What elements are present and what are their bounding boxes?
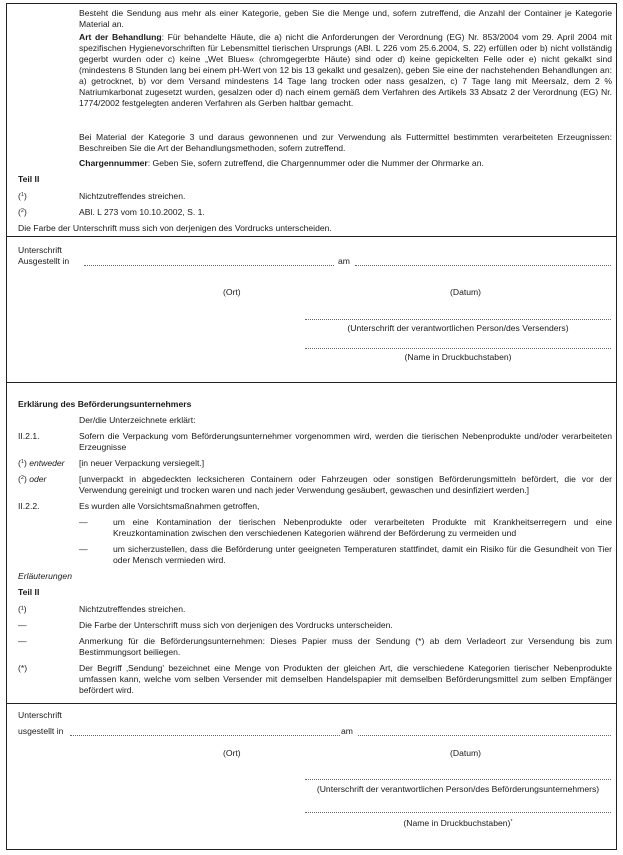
consignor-signature-box <box>6 236 617 383</box>
option-either-text: [in neuer Verpackung versiegelt.] <box>79 458 205 468</box>
note-marker-3: — <box>18 636 27 646</box>
option-or-marker: ($^2$) oder <box>18 474 47 484</box>
issued-in-label: Ausgestellt in <box>18 256 70 266</box>
note-text-3: Anmerkung für die Beförderungsunternehmen: Dieses Papier muss der Sendung (*) ab dem Verladeort zur Versendung bis zum Bestimmungsort beiliegen. <box>79 636 612 657</box>
option-or-text: [unverpackt in abgedeckten lecksicheren Containern oder Fahrzeugen oder sonstigen Beförderungsmitteln befördert, die vor der Verwendung gereinigt und trocken waren und nach jeder Verwendung gesäubert, gewaschen und desinfiziert werden.] <box>79 474 612 495</box>
treatment-label: Art der Behandlung <box>79 32 162 42</box>
bullet-dash-1: — <box>79 517 88 527</box>
batch-label: Chargennummer <box>79 158 148 168</box>
signature-color-note: Die Farbe der Unterschrift muss sich von derjenigen des Vordrucks unterscheiden. <box>18 223 332 233</box>
date-field[interactable] <box>358 735 611 736</box>
place-field[interactable] <box>70 735 340 736</box>
notes-teil2-heading: Teil II <box>18 587 40 597</box>
category3-note: Bei Material der Kategorie 3 und daraus gewonnenen und zur Verwendung als Futtermittel bestimmten verarbeiteten Erzeugnissen: Beschreiben Sie die Art der Behandlungsmethoden, sofern zutreffend. <box>79 132 612 153</box>
carrier-signature-box <box>6 703 617 850</box>
footnote-marker-1: ($^1$) <box>18 191 27 201</box>
printed-name-caption: (Name in Druckbuchstaben)* <box>403 818 513 828</box>
on-label: am <box>338 256 350 266</box>
footnote-text-1: Nichtzutreffendes streichen. <box>79 191 186 201</box>
signer-caption: (Unterschrift der verantwortlichen Person/des Versenders) <box>347 323 569 333</box>
printed-name-caption: (Name in Druckbuchstaben) <box>404 352 512 362</box>
item-number-2-2-1: II.2.1. <box>18 431 40 441</box>
carrier-intro: Der/die Unterzeichnete erklärt: <box>79 415 196 425</box>
bullet-text-1: um eine Kontamination der tierischen Nebenprodukte oder verarbeiteten Produkte mit Krankheitserregern und eine Kreuzkontamination zwischen den verschiedenen Kategorien während der Beförderung zu vermeiden und <box>113 517 612 538</box>
item-text-2-2-2: Es wurden alle Vorsichtsmaßnahmen getroffen, <box>79 501 260 511</box>
on-label: am <box>341 726 353 736</box>
note-text-4: Der Begriff ‚Sendung' bezeichnet eine Menge von Produkten der gleichen Art, die verschiedene Kategorien tierischer Nebenprodukte umfassen kann, welche vom selben Versender mit demselben Handelspapier mit demselben Beförderungsmittel zum selben Empfänger befördert wird. <box>79 663 612 695</box>
footnote-marker-2: ($^2$) <box>18 207 27 217</box>
teil2-heading: Teil II <box>18 174 40 184</box>
treatment-note <box>79 32 612 109</box>
signature-heading: Unterschrift <box>18 710 62 720</box>
note-marker-1: (¹) <box>18 604 27 614</box>
date-caption: (Datum) <box>450 287 482 297</box>
option-either-marker: ($^1$) entweder <box>18 458 65 468</box>
date-caption: (Datum) <box>450 748 482 758</box>
note-marker-4: (*) <box>18 663 28 673</box>
place-field[interactable] <box>84 265 334 266</box>
signature-heading: Unterschrift <box>18 245 62 255</box>
note-text-2: Die Farbe der Unterschrift muss sich von derjenigen des Vordrucks unterscheiden. <box>79 620 393 630</box>
notes-box <box>6 3 617 237</box>
bullet-dash-2: — <box>79 544 88 554</box>
batch-note <box>79 158 612 169</box>
place-caption: (Ort) <box>223 287 241 297</box>
item-text-2-2-1: Sofern die Verpackung vom Beförderungsunternehmer vorgenommen wird, werden die tierischen Nebenprodukte und/oder verarbeiteten Erzeugnisse <box>79 431 612 452</box>
notes-heading: Erläuterungen <box>18 571 72 581</box>
printed-name-field[interactable] <box>305 348 611 349</box>
place-caption: (Ort) <box>223 748 241 758</box>
issued-in-label: usgestellt in <box>18 726 64 736</box>
carrier-declaration-box <box>6 382 617 704</box>
date-field[interactable] <box>355 265 611 266</box>
carrier-heading: Erklärung des Beförderungsunternehmers <box>18 399 192 409</box>
signer-signature-field[interactable] <box>305 779 611 780</box>
bullet-text-2: um sicherzustellen, dass die Beförderung unter geeigneten Temperaturen stattfindet, damit ein Risiko für die Gesundheit von Tier oder Mensch vermieden wird. <box>113 544 612 565</box>
batch-text: : Geben Sie, sofern zutreffend, die Chargennummer oder die Nummer der Ohrmarke an. <box>147 158 484 168</box>
note-marker-2: — <box>18 620 27 630</box>
note-text-1: Nichtzutreffendes streichen. <box>79 604 186 614</box>
signer-signature-field[interactable] <box>305 319 611 320</box>
treatment-text: : Für behandelte Häute, die a) nicht die Anforderungen der Verordnung (EG) Nr. 853/2004 vom 29. April 2004 mit spezifischen Hygienevorschriften für Lebensmittel tierischen Ursprungs (ABl. L 226 vom 25.6.2004, S. 22) erfüllen oder b) nicht vollständig gegerbt wurden oder c) keine „Wet Blues« (chromgegerbte Häute) sind oder d) keine gepickelten Felle oder e) nicht gekalkt sind (mindestens 8 Stunden lang bei einem pH-Wert von 12 bis 13 gekalkt und gesalzen), geben Sie eine der nachstehenden Behandlungen an: a) getrocknet, b) vor dem Versand mindestens 14 Tage lang trocken oder nass gesalzen, c) 7 Tage lang mit Meersalz, dem 2 % Natriumkarbonat zugesetzt wurden, gesalzen oder d) nach einem gemäß dem Verfahren des Artikels 33 Absatz 2 der Verordnung (EG) Nr. 1774/2002 festgelegten anderen Verfahren als Gerben haltbar gemacht. <box>79 32 612 108</box>
footnote-text-2: ABl. L 273 vom 10.10.2002, S. 1. <box>79 207 205 217</box>
quantity-note: Besteht die Sendung aus mehr als einer Kategorie, geben Sie die Menge und, sofern zutreffend, die Anzahl der Container je Kategorie Material an. <box>79 8 612 29</box>
item-number-2-2-2: II.2.2. <box>18 501 40 511</box>
printed-name-field[interactable] <box>305 812 611 813</box>
signer-caption: (Unterschrift der verantwortlichen Person/des Beförderungsunternehmers) <box>316 784 600 794</box>
